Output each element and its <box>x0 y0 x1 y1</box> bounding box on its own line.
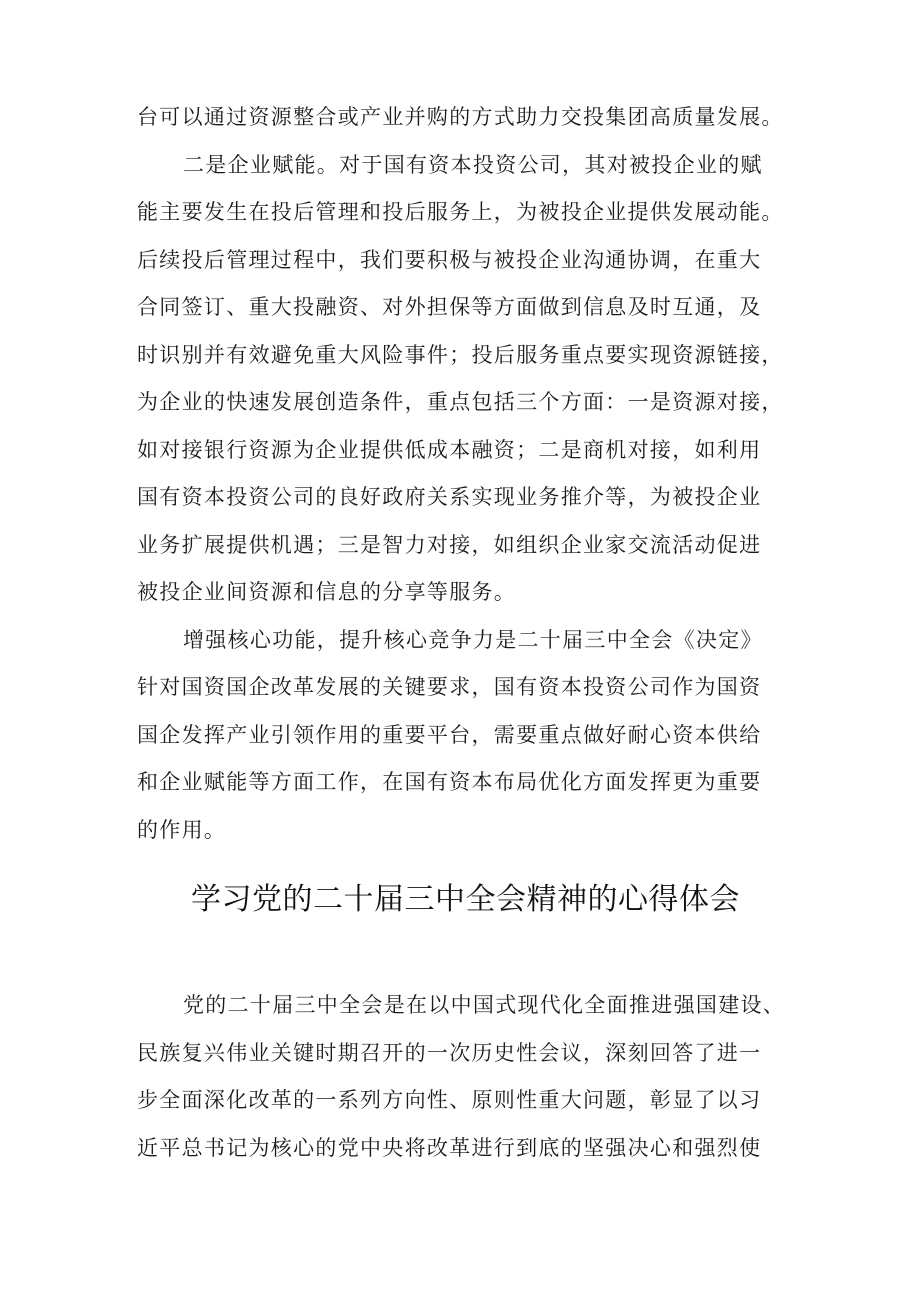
text-line: 业务扩展提供机遇；三是智力对接，如组织企业家交流活动促进 <box>137 532 762 557</box>
text-line: 如对接银行资源为企业提供低成本融资；二是商机对接，如利用 <box>137 437 762 462</box>
text-line: 国有资本投资公司的良好政府关系实现业务推介等，为被投企业 <box>137 485 762 509</box>
section-title: 学习党的二十届三中全会精神的心得体会 <box>191 882 740 917</box>
text-line: 和企业赋能等方面工作，在国有资本布局优化方面发挥更为重要 <box>137 770 762 794</box>
text-line: 民族复兴伟业关键时期召开的一次历史性会议，深刻回答了进一 <box>137 1040 762 1065</box>
text-line: 的作用。 <box>137 817 227 842</box>
text-line: 能主要发生在投后管理和投后服务上，为被投企业提供发展动能。 <box>137 200 784 224</box>
text-line: 合同签订、重大投融资、对外担保等方面做到信息及时互通，及 <box>137 295 762 319</box>
paragraph-plenary-session <box>137 982 794 1172</box>
text-line: 针对国资国企改革发展的关键要求，国有资本投资公司作为国资 <box>137 675 762 699</box>
text-line: 步全面深化改革的一系列方向性、原则性重大问题，彰显了以习 <box>137 1088 762 1112</box>
text-line: 党的二十届三中全会是在以中国式现代化全面推进强国建设、 <box>183 993 786 1017</box>
text-line: 后续投后管理过程中，我们要积极与被投企业沟通协调，在重大 <box>137 247 762 272</box>
paragraph-core-functions <box>137 617 794 855</box>
text-line: 近平总书记为核心的党中央将改革进行到底的坚强决心和强烈使 <box>137 1135 762 1160</box>
text-line: 增强核心功能，提升核心竞争力是二十届三中全会《决定》 <box>183 627 763 652</box>
text-line: 被投企业间资源和信息的分享等服务。 <box>137 580 517 604</box>
text-line: 国企发挥产业引领作用的重要平台，需要重点做好耐心资本供给 <box>137 722 762 747</box>
paragraph-continuation <box>137 94 794 142</box>
paragraph-enterprise-empowerment <box>137 142 794 617</box>
text-line: 时识别并有效避免重大风险事件；投后服务重点要实现资源链接， <box>137 342 784 367</box>
text-line: 台可以通过资源整合或产业并购的方式助力交投集团高质量发展。 <box>137 105 784 129</box>
text-line: 为企业的快速发展创造条件，重点包括三个方面：一是资源对接， <box>137 390 784 414</box>
text-line: 二是企业赋能。对于国有资本投资公司，其对被投企业的赋 <box>183 152 763 177</box>
